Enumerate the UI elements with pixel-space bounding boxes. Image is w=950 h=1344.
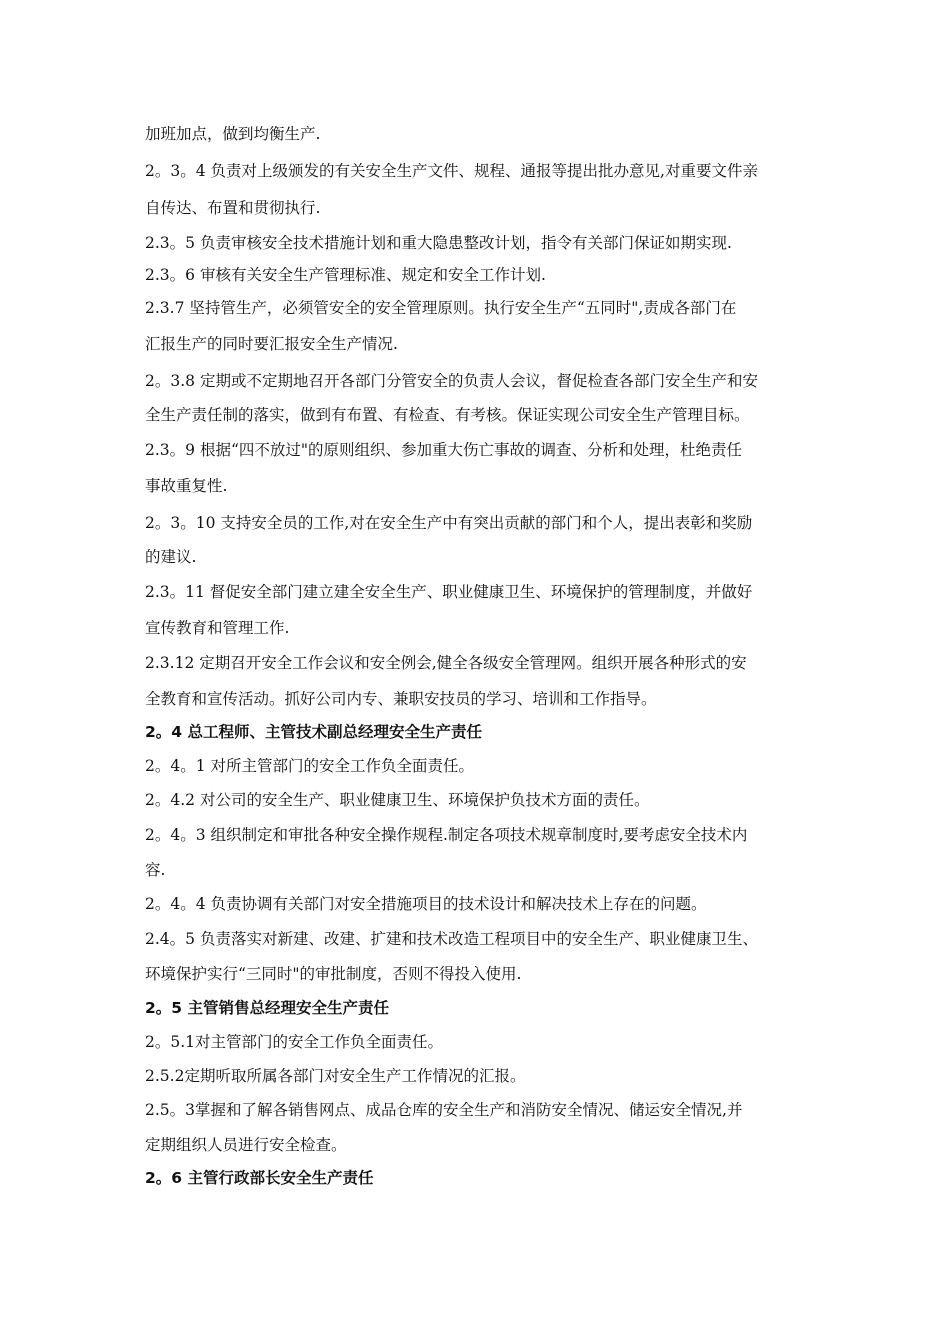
text-line: 2.5。3掌握和了解各销售网点、成品仓库的安全生产和消防安全情况、储运安全情况,并: [145, 1101, 743, 1119]
text-line: 2。4。4 负责协调有关部门对安全措施项目的技术设计和解决技术上存在的问题。: [145, 895, 707, 913]
text-line: 2。4。3 组织制定和审批各种安全操作规程.制定各项技术规章制度时,要考虑安全技术内: [145, 826, 748, 844]
section-heading-2-4: 2。4 总工程师、主管技术副总经理安全生产责任: [145, 723, 482, 741]
text-line: 容.: [145, 861, 166, 879]
text-line: 全教育和宣传活动。抓好公司内专、兼职安技员的学习、培训和工作指导。: [145, 690, 657, 708]
text-line: 2.5.2定期听取所属各部门对安全生产工作情况的汇报。: [145, 1067, 526, 1085]
text-line: 2.3.7 坚持管生产，必须管安全的安全管理原则。执行安全生产“五同时",责成各部门在: [145, 299, 737, 317]
text-line: 全生产责任制的落实，做到有布置、有检查、有考核。保证实现公司安全生产管理目标。: [145, 406, 750, 424]
text-line: 宣传教育和管理工作.: [145, 619, 290, 637]
text-line: 2。5.1对主管部门的安全工作负全面责任。: [145, 1033, 444, 1051]
text-line: 2.3。9 根据“四不放过"的原则组织、参加重大伤亡事故的调查、分析和处理，杜绝责任: [145, 441, 742, 459]
text-line: 2。3。10 支持安全员的工作,对在安全生产中有突出贡献的部门和个人，提出表彰和奖励: [145, 514, 753, 532]
section-heading-2-5: 2。5 主管销售总经理安全生产责任: [145, 999, 389, 1017]
text-line: 2.3。5 负责审核安全技术措施计划和重大隐患整改计划，指令有关部门保证如期实现.: [145, 234, 732, 252]
text-line: 定期组织人员进行安全检查。: [145, 1136, 347, 1154]
text-line: 2。3.8 定期或不定期地召开各部门分管安全的负责人会议，督促检查各部门安全生产和安: [145, 372, 758, 390]
text-line: 环境保护实行“三同时"的审批制度，否则不得投入使用.: [145, 965, 522, 983]
text-line: 2.3。11 督促安全部门建立建全安全生产、职业健康卫生、环境保护的管理制度，并做好: [145, 583, 753, 601]
text-line: 2.3.12 定期召开安全工作会议和安全例会,健全各级安全管理网。组织开展各种形式的安: [145, 654, 747, 672]
text-line: 加班加点，做到均衡生产.: [145, 125, 321, 143]
text-line: 2。4.2 对公司的安全生产、职业健康卫生、环境保护负技术方面的责任。: [145, 791, 650, 809]
section-heading-2-6: 2。6 主管行政部长安全生产责任: [145, 1169, 374, 1187]
text-line: 2。4。1 对所主管部门的安全工作负全面责任。: [145, 757, 475, 775]
text-line: 的建议.: [145, 548, 197, 566]
text-line: 2.4。5 负责落实对新建、改建、扩建和技术改造工程项目中的安全生产、职业健康卫生、: [145, 930, 758, 948]
text-line: 汇报生产的同时要汇报安全生产情况.: [145, 335, 398, 353]
text-line: 2。3。4 负责对上级颁发的有关安全生产文件、规程、通报等提出批办意见,对重要文件亲: [145, 162, 758, 180]
text-line: 2.3。6 审核有关安全生产管理标准、规定和安全工作计划.: [145, 266, 546, 284]
text-line: 事故重复性.: [145, 477, 228, 495]
text-line: 自传达、布置和贯彻执行.: [145, 199, 321, 217]
